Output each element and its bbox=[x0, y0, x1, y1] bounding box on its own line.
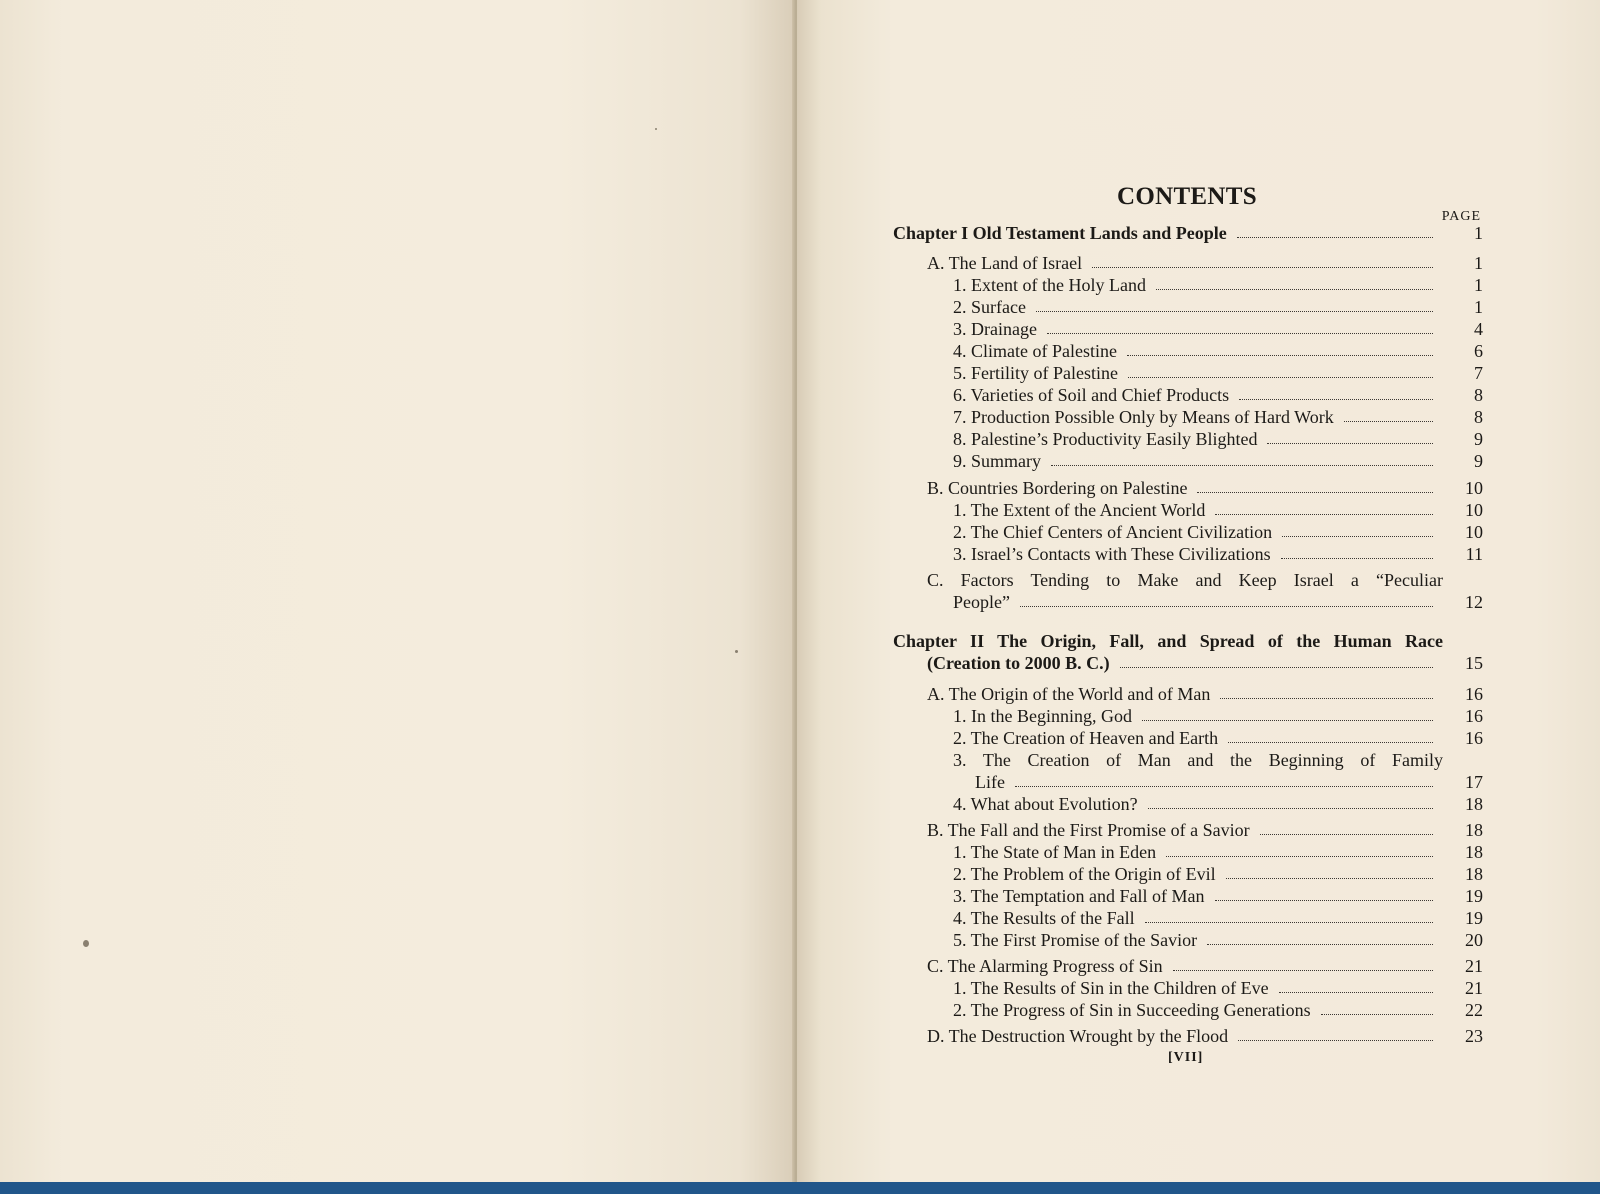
page-number: 10 bbox=[1465, 478, 1483, 498]
page-number: 9 bbox=[1474, 451, 1483, 471]
dot-leader bbox=[1047, 332, 1433, 334]
entry-label: C. The Alarming Progress of Sin bbox=[927, 956, 1163, 976]
toc-entry bbox=[893, 977, 1483, 999]
toc-entry bbox=[893, 999, 1483, 1021]
left-page bbox=[0, 0, 795, 1182]
page-number: 18 bbox=[1465, 864, 1483, 884]
entry-label: B. Countries Bordering on Palestine bbox=[927, 478, 1188, 498]
toc-entry bbox=[893, 683, 1483, 705]
entry-label: 2. The Progress of Sin in Succeeding Generations bbox=[953, 1000, 1311, 1020]
dot-leader bbox=[1156, 288, 1433, 290]
scanner-background bbox=[0, 1182, 1600, 1194]
dot-leader bbox=[1142, 719, 1433, 721]
toc-entry bbox=[893, 384, 1483, 406]
entry-label: People” bbox=[953, 592, 1010, 612]
entry-label: 5. The First Promise of the Savior bbox=[953, 930, 1198, 950]
toc-entry bbox=[893, 841, 1483, 863]
page-number: 1 bbox=[1474, 223, 1483, 243]
entry-label: B. The Fall and the First Promise of a Savior bbox=[927, 820, 1250, 840]
toc-entry bbox=[893, 591, 1483, 613]
toc-entry bbox=[893, 274, 1483, 296]
toc-entry bbox=[893, 771, 1483, 793]
toc-entry bbox=[893, 727, 1483, 749]
entry-label: 3. The Temptation and Fall of Man bbox=[953, 886, 1205, 906]
dot-leader bbox=[1145, 921, 1433, 923]
entry-label: 5. Fertility of Palestine bbox=[953, 363, 1118, 383]
entry-label: 2. Surface bbox=[953, 297, 1026, 317]
paper-speck bbox=[83, 940, 89, 947]
entry-label: 4. What about Evolution? bbox=[953, 794, 1138, 814]
toc-entry bbox=[893, 929, 1483, 951]
page-number: 18 bbox=[1465, 820, 1483, 840]
toc-entry bbox=[893, 793, 1483, 815]
entry-label: A. The Land of Israel bbox=[927, 253, 1083, 273]
toc-entry bbox=[893, 705, 1483, 727]
page-title: CONTENTS bbox=[1117, 183, 1257, 210]
toc-entry bbox=[893, 955, 1483, 977]
paper-speck bbox=[735, 650, 738, 653]
page-number: 21 bbox=[1465, 956, 1483, 976]
page-number: 16 bbox=[1465, 706, 1483, 726]
toc-entry bbox=[893, 885, 1483, 907]
dot-leader bbox=[1344, 420, 1433, 422]
toc-entry bbox=[893, 819, 1483, 841]
dot-leader bbox=[1281, 557, 1433, 559]
entry-label: 6. Varieties of Soil and Chief Products bbox=[953, 385, 1230, 405]
page-number: 10 bbox=[1465, 500, 1483, 520]
dot-leader bbox=[1173, 969, 1433, 971]
page-number: 8 bbox=[1474, 407, 1483, 427]
dot-leader bbox=[1226, 877, 1433, 879]
page-number: 23 bbox=[1465, 1026, 1483, 1046]
entry-label: 3. Israel’s Contacts with These Civilizations bbox=[953, 544, 1271, 564]
page-number: 18 bbox=[1465, 794, 1483, 814]
dot-leader bbox=[1207, 943, 1433, 945]
dot-leader bbox=[1238, 1039, 1433, 1041]
entry-label: A. The Origin of the World and of Man bbox=[927, 684, 1211, 704]
toc-entry bbox=[893, 521, 1483, 543]
entry-label: (Creation to 2000 B. C.) bbox=[927, 653, 1110, 673]
toc-entry bbox=[893, 428, 1483, 450]
dot-leader bbox=[1197, 491, 1433, 493]
dot-leader bbox=[1092, 266, 1433, 268]
page-number: 4 bbox=[1474, 319, 1483, 339]
page-number: 19 bbox=[1465, 908, 1483, 928]
toc-entry bbox=[893, 340, 1483, 362]
chapter-entry bbox=[893, 652, 1483, 674]
dot-leader bbox=[1051, 464, 1433, 466]
dot-leader bbox=[1321, 1013, 1433, 1015]
page-number: 11 bbox=[1465, 544, 1483, 564]
page-number: 9 bbox=[1474, 429, 1483, 449]
dot-leader bbox=[1279, 991, 1433, 993]
dot-leader bbox=[1036, 310, 1433, 312]
page-number: 18 bbox=[1465, 842, 1483, 862]
page-number: 12 bbox=[1465, 592, 1483, 612]
paper-speck bbox=[655, 128, 657, 130]
dot-leader bbox=[1120, 666, 1433, 668]
dot-leader bbox=[1239, 398, 1433, 400]
page-number: 20 bbox=[1465, 930, 1483, 950]
entry-label: 8. Palestine’s Productivity Easily Blighted bbox=[953, 429, 1258, 449]
page-number: 15 bbox=[1465, 653, 1483, 673]
page-number: 16 bbox=[1465, 728, 1483, 748]
dot-leader bbox=[1215, 513, 1433, 515]
entry-label: 4. The Results of the Fall bbox=[953, 908, 1135, 928]
toc-entry bbox=[893, 907, 1483, 929]
dot-leader bbox=[1020, 605, 1433, 607]
entry-label: 7. Production Possible Only by Means of Hard Work bbox=[953, 407, 1334, 427]
page-number: 17 bbox=[1465, 772, 1483, 792]
toc-entry bbox=[893, 863, 1483, 885]
toc-entry bbox=[893, 318, 1483, 340]
entry-label: 2. The Chief Centers of Ancient Civilization bbox=[953, 522, 1273, 542]
entry-label: 1. Extent of the Holy Land bbox=[953, 275, 1146, 295]
entry-label: 2. The Creation of Heaven and Earth bbox=[953, 728, 1219, 748]
entry-label: Chapter I Old Testament Lands and People bbox=[893, 223, 1227, 243]
entry-label: 4. Climate of Palestine bbox=[953, 341, 1117, 361]
dot-leader bbox=[1215, 899, 1433, 901]
page-number: 8 bbox=[1474, 385, 1483, 405]
toc-entry-line1: 3. The Creation of Man and the Beginning of Family bbox=[953, 750, 1443, 770]
toc-entry bbox=[893, 543, 1483, 565]
page-number: 21 bbox=[1465, 978, 1483, 998]
entry-label: 3. Drainage bbox=[953, 319, 1037, 339]
dot-leader bbox=[1220, 697, 1433, 699]
page-number: 7 bbox=[1474, 363, 1483, 383]
page-number: 1 bbox=[1474, 253, 1483, 273]
page-number: 22 bbox=[1465, 1000, 1483, 1020]
dot-leader bbox=[1282, 535, 1433, 537]
dot-leader bbox=[1260, 833, 1433, 835]
page-number: 19 bbox=[1465, 886, 1483, 906]
chapter-entry bbox=[893, 222, 1483, 244]
page-number: 10 bbox=[1465, 522, 1483, 542]
entry-label: 9. Summary bbox=[953, 451, 1041, 471]
dot-leader bbox=[1267, 442, 1433, 444]
dot-leader bbox=[1127, 354, 1433, 356]
entry-label: 1. In the Beginning, God bbox=[953, 706, 1132, 726]
folio-page-number: [VII] bbox=[1168, 1050, 1204, 1065]
page-number: 6 bbox=[1474, 341, 1483, 361]
page-number: 1 bbox=[1474, 297, 1483, 317]
dot-leader bbox=[1148, 807, 1433, 809]
toc-entry bbox=[893, 296, 1483, 318]
dot-leader bbox=[1015, 785, 1433, 787]
toc-entry bbox=[893, 1025, 1483, 1047]
entry-label: 1. The State of Man in Eden bbox=[953, 842, 1157, 862]
chapter-entry-line1: Chapter II The Origin, Fall, and Spread of the Human Race bbox=[893, 631, 1443, 651]
toc-entry bbox=[893, 362, 1483, 384]
entry-label: D. The Destruction Wrought by the Flood bbox=[927, 1026, 1229, 1046]
entry-label: 2. The Problem of the Origin of Evil bbox=[953, 864, 1216, 884]
toc-entry bbox=[893, 499, 1483, 521]
dot-leader bbox=[1166, 855, 1433, 857]
dot-leader bbox=[1128, 376, 1433, 378]
toc-entry bbox=[893, 450, 1483, 472]
toc-entry-line1: C. Factors Tending to Make and Keep Israel a “Peculiar bbox=[927, 570, 1443, 590]
page-column-label: PAGE bbox=[1441, 209, 1481, 224]
toc-entry bbox=[893, 477, 1483, 499]
dot-leader bbox=[1237, 236, 1433, 238]
dot-leader bbox=[1228, 741, 1433, 743]
entry-label: 1. The Results of Sin in the Children of Eve bbox=[953, 978, 1269, 998]
entry-label: Life bbox=[975, 772, 1005, 792]
toc-entry bbox=[893, 252, 1483, 274]
page-number: 16 bbox=[1465, 684, 1483, 704]
toc-entry bbox=[893, 406, 1483, 428]
page-number: 1 bbox=[1474, 275, 1483, 295]
entry-label: 1. The Extent of the Ancient World bbox=[953, 500, 1206, 520]
